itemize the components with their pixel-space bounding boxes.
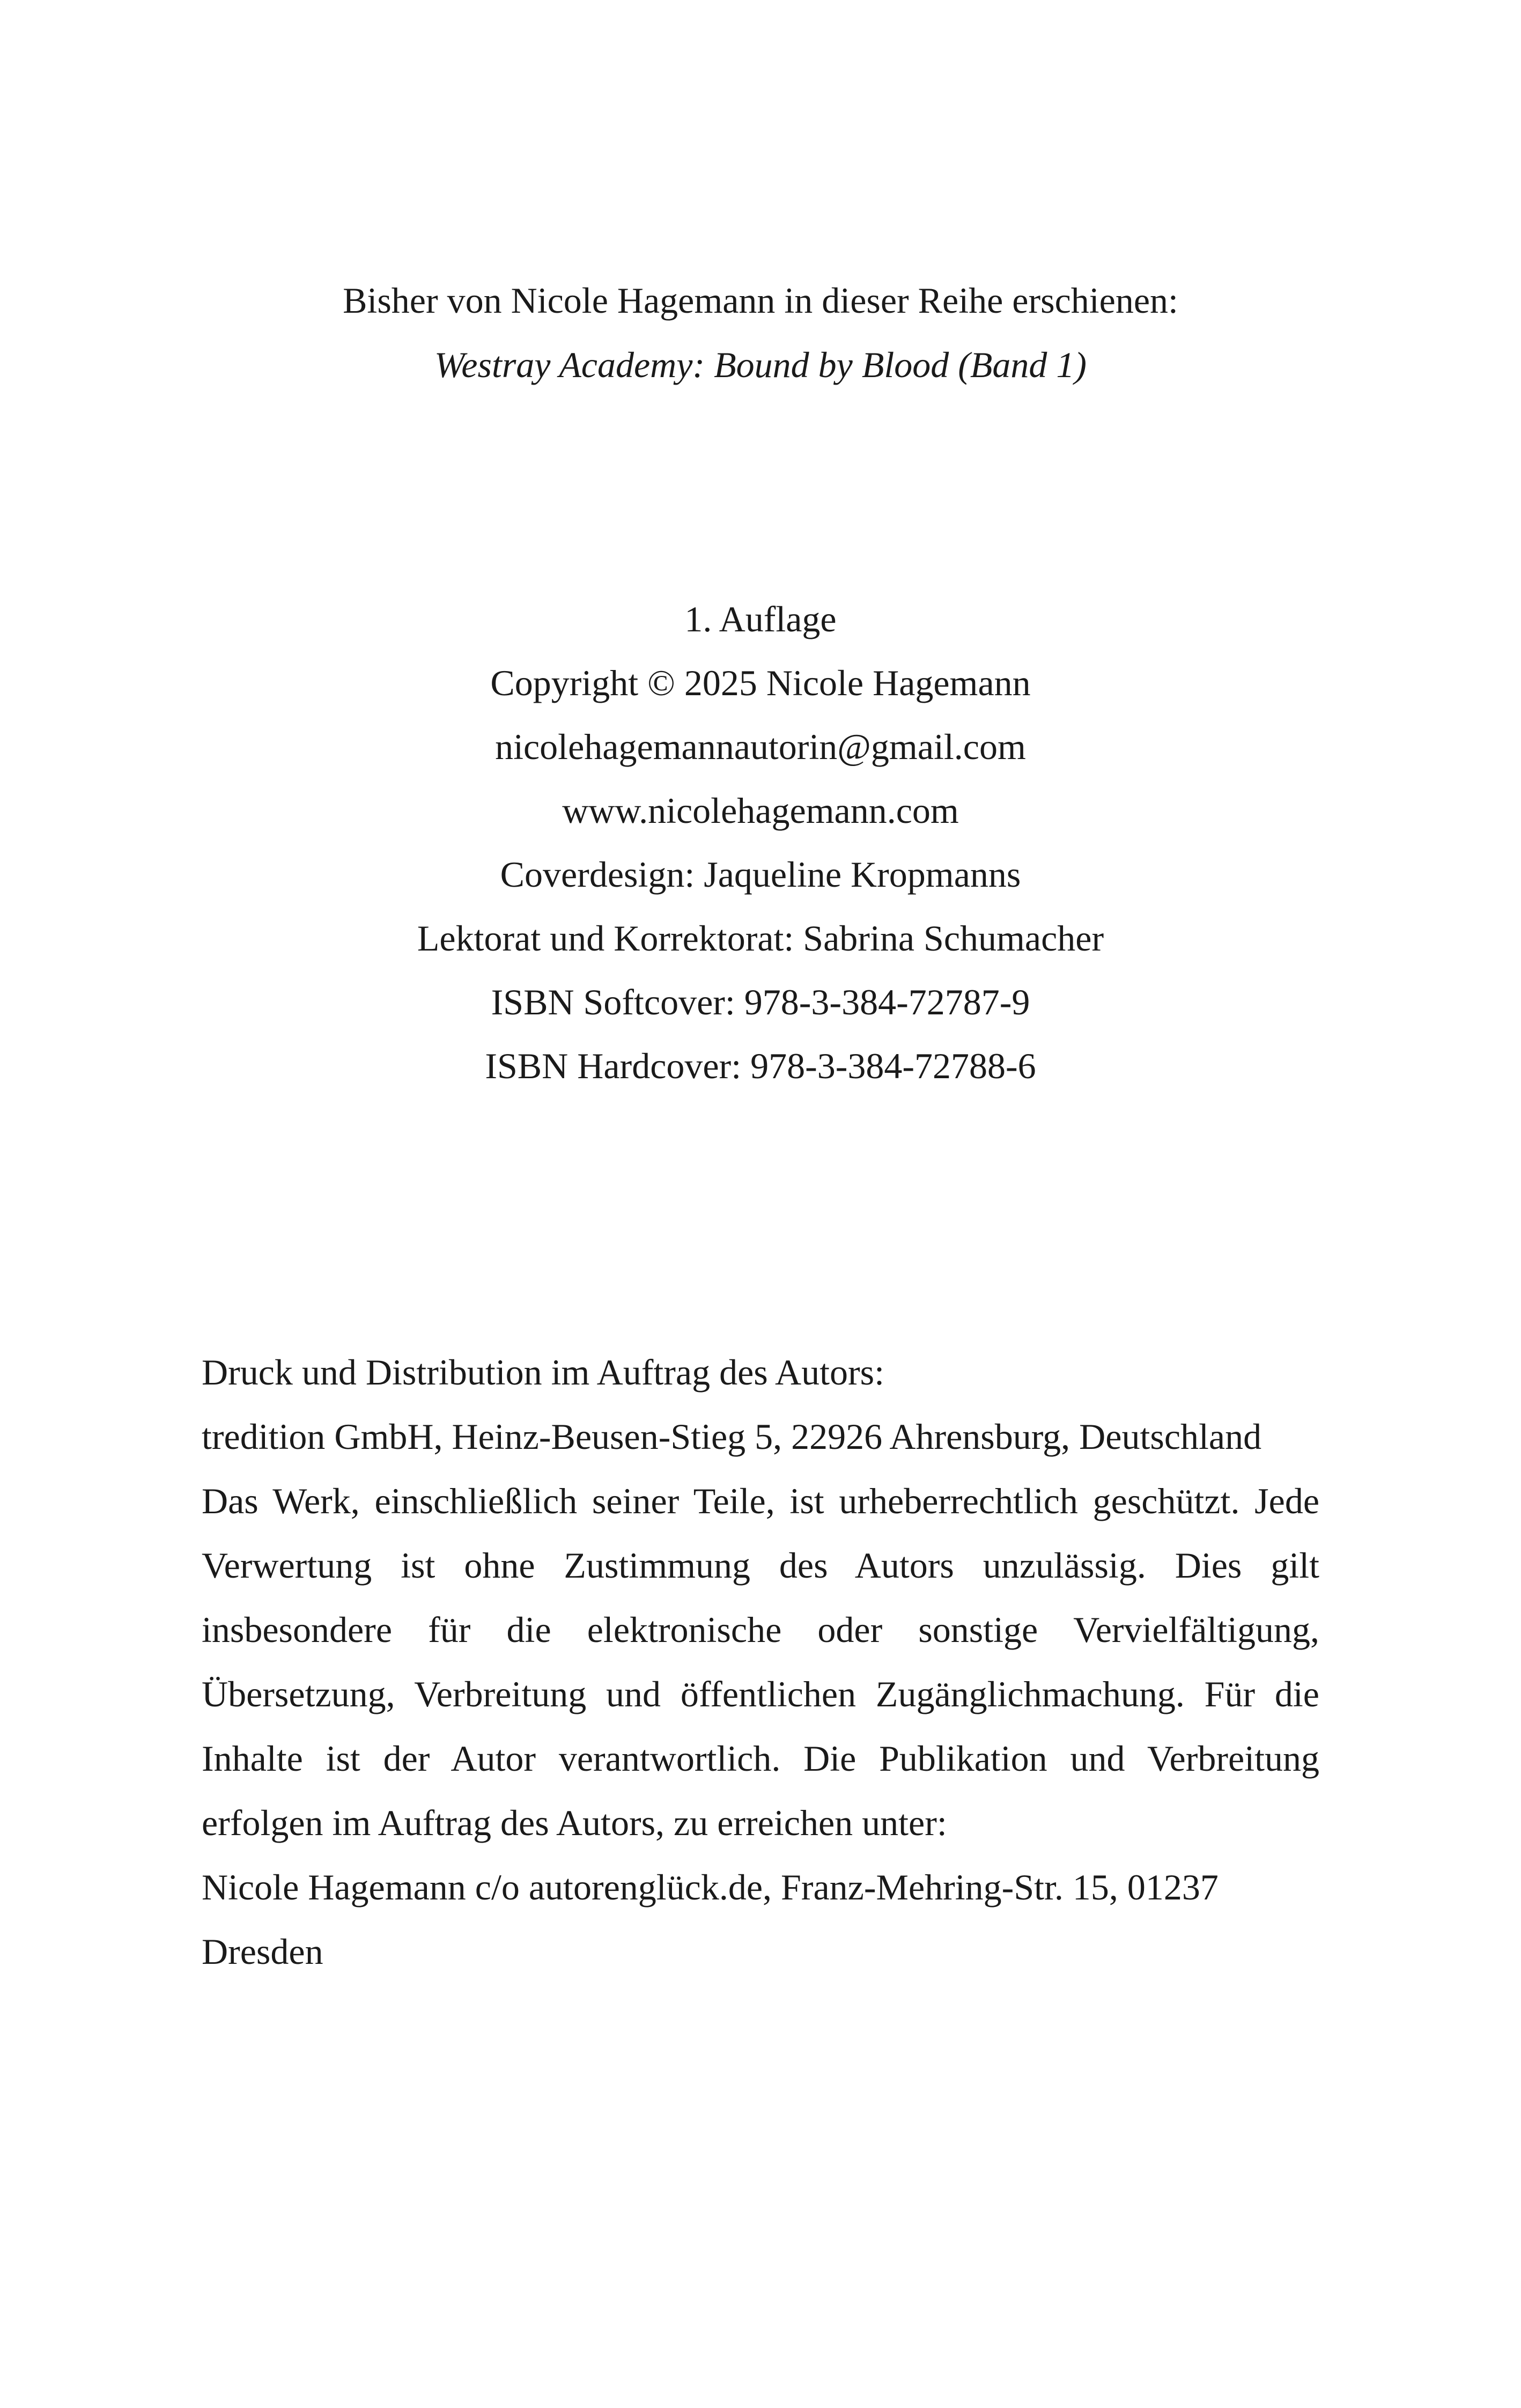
author-website: www.nicolehagemann.com: [562, 790, 959, 831]
legal-notice-block: [202, 1340, 1319, 1984]
print-distribution-heading: Druck und Distribution im Auftrag des Autors:: [202, 1352, 885, 1393]
imprint-block: [202, 587, 1319, 1098]
editing-credit: Lektorat und Korrektorat: Sabrina Schumacher: [417, 918, 1104, 959]
series-book-title: Westray Academy: Bound by Blood (Band 1): [434, 344, 1087, 385]
edition-line: 1. Auflage: [684, 599, 837, 639]
author-contact-address: Nicole Hagemann c/o autorenglück.de, Franz-Mehring-Str. 15, 01237 Dresden: [202, 1867, 1219, 1972]
series-intro: Bisher von Nicole Hagemann in dieser Reihe erschienen:: [343, 280, 1178, 321]
cover-design-credit: Coverdesign: Jaqueline Kropmanns: [500, 854, 1021, 895]
isbn-hardcover: ISBN Hardcover: 978-3-384-72788-6: [485, 1045, 1036, 1086]
copyright-line: Copyright © 2025 Nicole Hagemann: [490, 662, 1031, 703]
series-list: [202, 268, 1319, 397]
copyright-rights-notice: Das Werk, einschließlich seiner Teile, ist urheberrechtlich geschützt. Jede Verwertung ist ohne Zustimmung des Autors unzulässig. Dies gilt insbesondere für die elektronische oder sonstige Vervielfältigung, Übersetzung, Verbreitung und öffentlichen Zugänglichmachung. Für die Inhalte ist der Autor verantwortlich. Die Publikation und Verbreitung erfolgen im Auftrag des Autors, zu erreichen unter:: [202, 1481, 1319, 1843]
author-email: nicolehagemannautorin@gmail.com: [495, 726, 1026, 767]
publisher-address: tredition GmbH, Heinz-Beusen-Stieg 5, 22926 Ahrensburg, Deutschland: [202, 1416, 1262, 1457]
isbn-softcover: ISBN Softcover: 978-3-384-72787-9: [491, 982, 1030, 1022]
